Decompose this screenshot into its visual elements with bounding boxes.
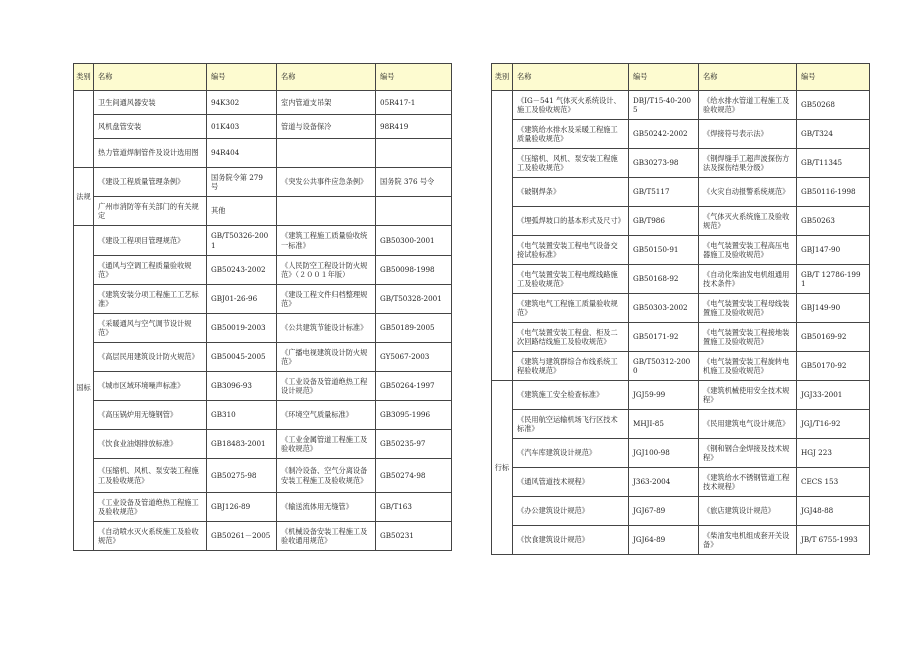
standard-code-cell: GB/T 12786-1991: [797, 265, 870, 294]
standard-name-cell: 《办公建筑设计规范》: [513, 497, 629, 526]
standard-code-cell: 国务院 376 号令: [376, 168, 452, 197]
standard-name-cell: 《环境空气质量标准》: [277, 401, 376, 430]
table-row: [492, 526, 870, 555]
header-name: 名称: [513, 64, 629, 91]
standard-name-cell: 《建筑给水不锈钢管道工程技术规程》: [699, 468, 797, 497]
header-row: [74, 64, 452, 91]
standard-name-cell: 《建设工程项目管理规范》: [94, 226, 207, 256]
standard-name-cell: 《IG－541 气体灭火系统设计、施工及验收规范》: [513, 91, 629, 120]
standard-code-cell: GB18483-2001: [207, 430, 277, 459]
header-code: 编号: [376, 64, 452, 91]
standard-code-cell: GB50300-2001: [376, 226, 452, 256]
table-row: [492, 265, 870, 294]
category-cell: [492, 91, 513, 381]
standard-code-cell: 国务院令第 279 号: [207, 168, 277, 197]
standard-name-cell: 《钢和钢合金焊接及技术规程》: [699, 439, 797, 468]
standard-name-cell: 《采暖通风与空气调节设计规范》: [94, 314, 207, 343]
standard-name-cell: 《压缩机、风机、泵安装工程施工及验收规范》: [513, 149, 629, 178]
standard-name-cell: 《工业金属管道工程施工及验收规范》: [277, 430, 376, 459]
standard-code-cell: GBJ126-89: [207, 493, 277, 522]
standard-name-cell: 《电气装置安装工程旋转电机施工及验收规范》: [699, 352, 797, 381]
category-cell: 国标: [74, 226, 94, 551]
table-row: [492, 149, 870, 178]
table-row: [74, 372, 452, 401]
standard-name-cell: 《饮食业油烟排放标准》: [94, 430, 207, 459]
table-row: [492, 323, 870, 352]
standard-name-cell: 《工业设备及管道绝热工程施工及验收规范》: [94, 493, 207, 522]
standard-code-cell: JGJ100-98: [629, 439, 699, 468]
table-row: [492, 439, 870, 468]
standard-name-cell: 《电气装置安装工程高压电器施工及验收规范》: [699, 236, 797, 265]
standard-code-cell: GB50268: [797, 91, 870, 120]
table-row: [492, 352, 870, 381]
standard-name-cell: 《建筑安装分项工程施工工艺标准》: [94, 285, 207, 314]
standard-code-cell: GB/T986: [629, 207, 699, 236]
standard-code-cell: [376, 139, 452, 168]
standard-code-cell: GB50098-1998: [376, 256, 452, 285]
standard-code-cell: GB50235-97: [376, 430, 452, 459]
standard-name-cell: [277, 139, 376, 168]
header-code: 编号: [797, 64, 870, 91]
standard-name-cell: 《压缩机、风机、泵安装工程施工及验收规范》: [94, 459, 207, 493]
standard-code-cell: GB50263: [797, 207, 870, 236]
standard-code-cell: JGJ59-99: [629, 381, 699, 410]
standard-name-cell: 《机械设备安装工程施工及验收通用规范》: [277, 522, 376, 551]
standard-code-cell: GBJ01-26-96: [207, 285, 277, 314]
standard-name-cell: [277, 197, 376, 226]
standard-code-cell: GB310: [207, 401, 277, 430]
standard-code-cell: GB50242-2002: [629, 120, 699, 149]
standard-name-cell: 《高压锅炉用无缝钢管》: [94, 401, 207, 430]
standard-name-cell: 《焊接符号表示法》: [699, 120, 797, 149]
table-row: [492, 294, 870, 323]
standard-name-cell: 《建筑工程施工质量验收统一标准》: [277, 226, 376, 256]
standard-name-cell: 《电气装置安装工程盘、柜及二次回路结线施工及验收规范》: [513, 323, 629, 352]
table-row: [492, 91, 870, 120]
standard-code-cell: 98R419: [376, 115, 452, 139]
standard-name-cell: 管道与设备保冷: [277, 115, 376, 139]
standard-name-cell: 《建设工程质量管理条例》: [94, 168, 207, 197]
standard-name-cell: 《旅店建筑设计规范》: [699, 497, 797, 526]
header-category: 类别: [492, 64, 513, 91]
standard-code-cell: GB3096-93: [207, 372, 277, 401]
standard-name-cell: 《建筑施工安全检查标准》: [513, 381, 629, 410]
standard-name-cell: 《民用航空运输机场飞行区技术标准》: [513, 410, 629, 439]
table-row: [74, 139, 452, 168]
standard-code-cell: DBJ/T15-40-2005: [629, 91, 699, 120]
standard-name-cell: 《建设工程文件归档整理规范》: [277, 285, 376, 314]
standard-code-cell: GB50170-92: [797, 352, 870, 381]
standard-name-cell: 《埋弧焊坡口的基本形式及尺寸》: [513, 207, 629, 236]
table-row: [74, 115, 452, 139]
standard-code-cell: GY5067-2003: [376, 343, 452, 372]
standard-code-cell: GB50019-2003: [207, 314, 277, 343]
table-row: [74, 401, 452, 430]
header-code: 编号: [629, 64, 699, 91]
standard-code-cell: GB50275-98: [207, 459, 277, 493]
standard-code-cell: GB50303-2002: [629, 294, 699, 323]
standard-name-cell: 《钢焊缝手工超声波探伤方法及探伤结果分级》: [699, 149, 797, 178]
table-row: [74, 197, 452, 226]
standard-name-cell: 《给水排水管道工程施工及验收规范》: [699, 91, 797, 120]
standard-name-cell: 《通风管道技术规程》: [513, 468, 629, 497]
standard-code-cell: GB3095-1996: [376, 401, 452, 430]
standard-code-cell: JGJ67-89: [629, 497, 699, 526]
standard-name-cell: 广州市消防等有关部门的有关规定: [94, 197, 207, 226]
table-body: [74, 91, 452, 551]
standard-code-cell: 01K403: [207, 115, 277, 139]
standard-name-cell: 《电气装置安装工程电气设备交接试验标准》: [513, 236, 629, 265]
table-row: [492, 497, 870, 526]
standard-code-cell: JGJ48-88: [797, 497, 870, 526]
table-row: [74, 430, 452, 459]
standard-code-cell: J363-2004: [629, 468, 699, 497]
standard-code-cell: GB50243-2002: [207, 256, 277, 285]
standard-code-cell: 94R404: [207, 139, 277, 168]
header-category: 类别: [74, 64, 94, 91]
table-row: [74, 343, 452, 372]
standard-name-cell: 《气体灭火系统施工及验收规范》: [699, 207, 797, 236]
standard-code-cell: JGJ64-89: [629, 526, 699, 555]
table-row: [492, 178, 870, 207]
standard-code-cell: JGJ33-2001: [797, 381, 870, 410]
standard-code-cell: GB/T324: [797, 120, 870, 149]
standard-code-cell: GB/T50326-2001: [207, 226, 277, 256]
standard-name-cell: 《破钢焊条》: [513, 178, 629, 207]
table-row: [74, 459, 452, 493]
standard-code-cell: GB/T50312-2000: [629, 352, 699, 381]
standard-name-cell: 卫生间通风器安装: [94, 91, 207, 115]
standard-name-cell: 《输送流体用无缝管》: [277, 493, 376, 522]
standard-code-cell: GB50169-92: [797, 323, 870, 352]
standard-code-cell: HGJ 223: [797, 439, 870, 468]
standard-name-cell: 《电气装置安装工程接地装置施工及验收规范》: [699, 323, 797, 352]
standard-name-cell: 《电气装置安装工程电缆线路施工及验收规范》: [513, 265, 629, 294]
standard-name-cell: 室内管道支吊架: [277, 91, 376, 115]
table-row: [74, 522, 452, 551]
table-row: [74, 256, 452, 285]
table-row: [492, 468, 870, 497]
standard-name-cell: 《饮食建筑设计规范》: [513, 526, 629, 555]
table-row: [74, 314, 452, 343]
table-row: [74, 91, 452, 115]
header-name: 名称: [94, 64, 207, 91]
standard-name-cell: 《突发公共事件应急条例》: [277, 168, 376, 197]
table-row: [74, 226, 452, 256]
category-cell: 行标: [492, 381, 513, 555]
standard-code-cell: GB30273-98: [629, 149, 699, 178]
standard-name-cell: 《柴油发电机组成套开关设备》: [699, 526, 797, 555]
standard-code-cell: GB50150-91: [629, 236, 699, 265]
standard-name-cell: 热力管道焊制管件及设计选用图: [94, 139, 207, 168]
standard-name-cell: 《通风与空调工程质量验收规范》: [94, 256, 207, 285]
table-row: [492, 120, 870, 149]
standard-code-cell: GB50045-2005: [207, 343, 277, 372]
standard-name-cell: 《广播电视建筑设计防火规范》: [277, 343, 376, 372]
table-row: [74, 493, 452, 522]
standard-code-cell: GB50171-92: [629, 323, 699, 352]
standard-code-cell: CECS 153: [797, 468, 870, 497]
table-row: [492, 410, 870, 439]
category-cell: 法规: [74, 168, 94, 226]
table-row: [74, 285, 452, 314]
standards-table-right: [491, 63, 870, 555]
table-row: [492, 381, 870, 410]
standard-code-cell: 94K302: [207, 91, 277, 115]
header-name: 名称: [699, 64, 797, 91]
standard-name-cell: 《自动化柴油发电机组通用技术条件》: [699, 265, 797, 294]
table-row: [492, 207, 870, 236]
standard-code-cell: GB50261－2005: [207, 522, 277, 551]
standard-name-cell: 风机盘管安装: [94, 115, 207, 139]
standard-code-cell: GB50189-2005: [376, 314, 452, 343]
header-code: 编号: [207, 64, 277, 91]
standard-name-cell: 《城市区域环境噪声标准》: [94, 372, 207, 401]
standard-name-cell: 《建筑给水排水及采暖工程施工质量验收规范》: [513, 120, 629, 149]
standard-code-cell: 其他: [207, 197, 277, 226]
standard-name-cell: 《高层民用建筑设计防火规范》: [94, 343, 207, 372]
standard-name-cell: 《建筑机械使用安全技术规程》: [699, 381, 797, 410]
standard-code-cell: GBJ147-90: [797, 236, 870, 265]
standard-code-cell: JB/T 6755-1993: [797, 526, 870, 555]
standard-code-cell: GB/T11345: [797, 149, 870, 178]
standard-name-cell: 《制冷设备、空气分离设备安装工程施工及验收规范》: [277, 459, 376, 493]
standard-code-cell: 05R417-1: [376, 91, 452, 115]
standard-code-cell: GB/T163: [376, 493, 452, 522]
standard-code-cell: GBJ149-90: [797, 294, 870, 323]
standard-code-cell: GB/T5117: [629, 178, 699, 207]
standard-code-cell: GB50274-98: [376, 459, 452, 493]
table-row: [74, 168, 452, 197]
standard-code-cell: GB50264-1997: [376, 372, 452, 401]
header-name: 名称: [277, 64, 376, 91]
standard-code-cell: GB50116-1998: [797, 178, 870, 207]
standard-name-cell: 《火灾自动报警系统规范》: [699, 178, 797, 207]
standard-code-cell: GB/T50328-2001: [376, 285, 452, 314]
standard-name-cell: 《建筑与建筑群综合布线系统工程验收规范》: [513, 352, 629, 381]
standard-name-cell: 《民用建筑电气设计规范》: [699, 410, 797, 439]
standard-code-cell: MHJI-85: [629, 410, 699, 439]
standard-code-cell: JGJ/T16-92: [797, 410, 870, 439]
standard-name-cell: 《公共建筑节能设计标准》: [277, 314, 376, 343]
standard-name-cell: 《汽车库建筑设计规范》: [513, 439, 629, 468]
standard-name-cell: 《建筑电气工程施工质量验收规范》: [513, 294, 629, 323]
table-body: [492, 91, 870, 555]
header-row: [492, 64, 870, 91]
standard-code-cell: GB50231: [376, 522, 452, 551]
standard-code-cell: GB50168-92: [629, 265, 699, 294]
standard-name-cell: 《电气装置安装工程母线装置施工及验收规范》: [699, 294, 797, 323]
standard-code-cell: [376, 197, 452, 226]
standards-table-left: [73, 63, 452, 551]
standard-name-cell: 《人民防空工程设计防火规范》（２００１年版）: [277, 256, 376, 285]
table-row: [492, 236, 870, 265]
standard-name-cell: 《工业设备及管道绝热工程设计规范》: [277, 372, 376, 401]
standard-name-cell: 《自动喷水灭火系统施工及验收规范》: [94, 522, 207, 551]
category-cell: [74, 91, 94, 168]
